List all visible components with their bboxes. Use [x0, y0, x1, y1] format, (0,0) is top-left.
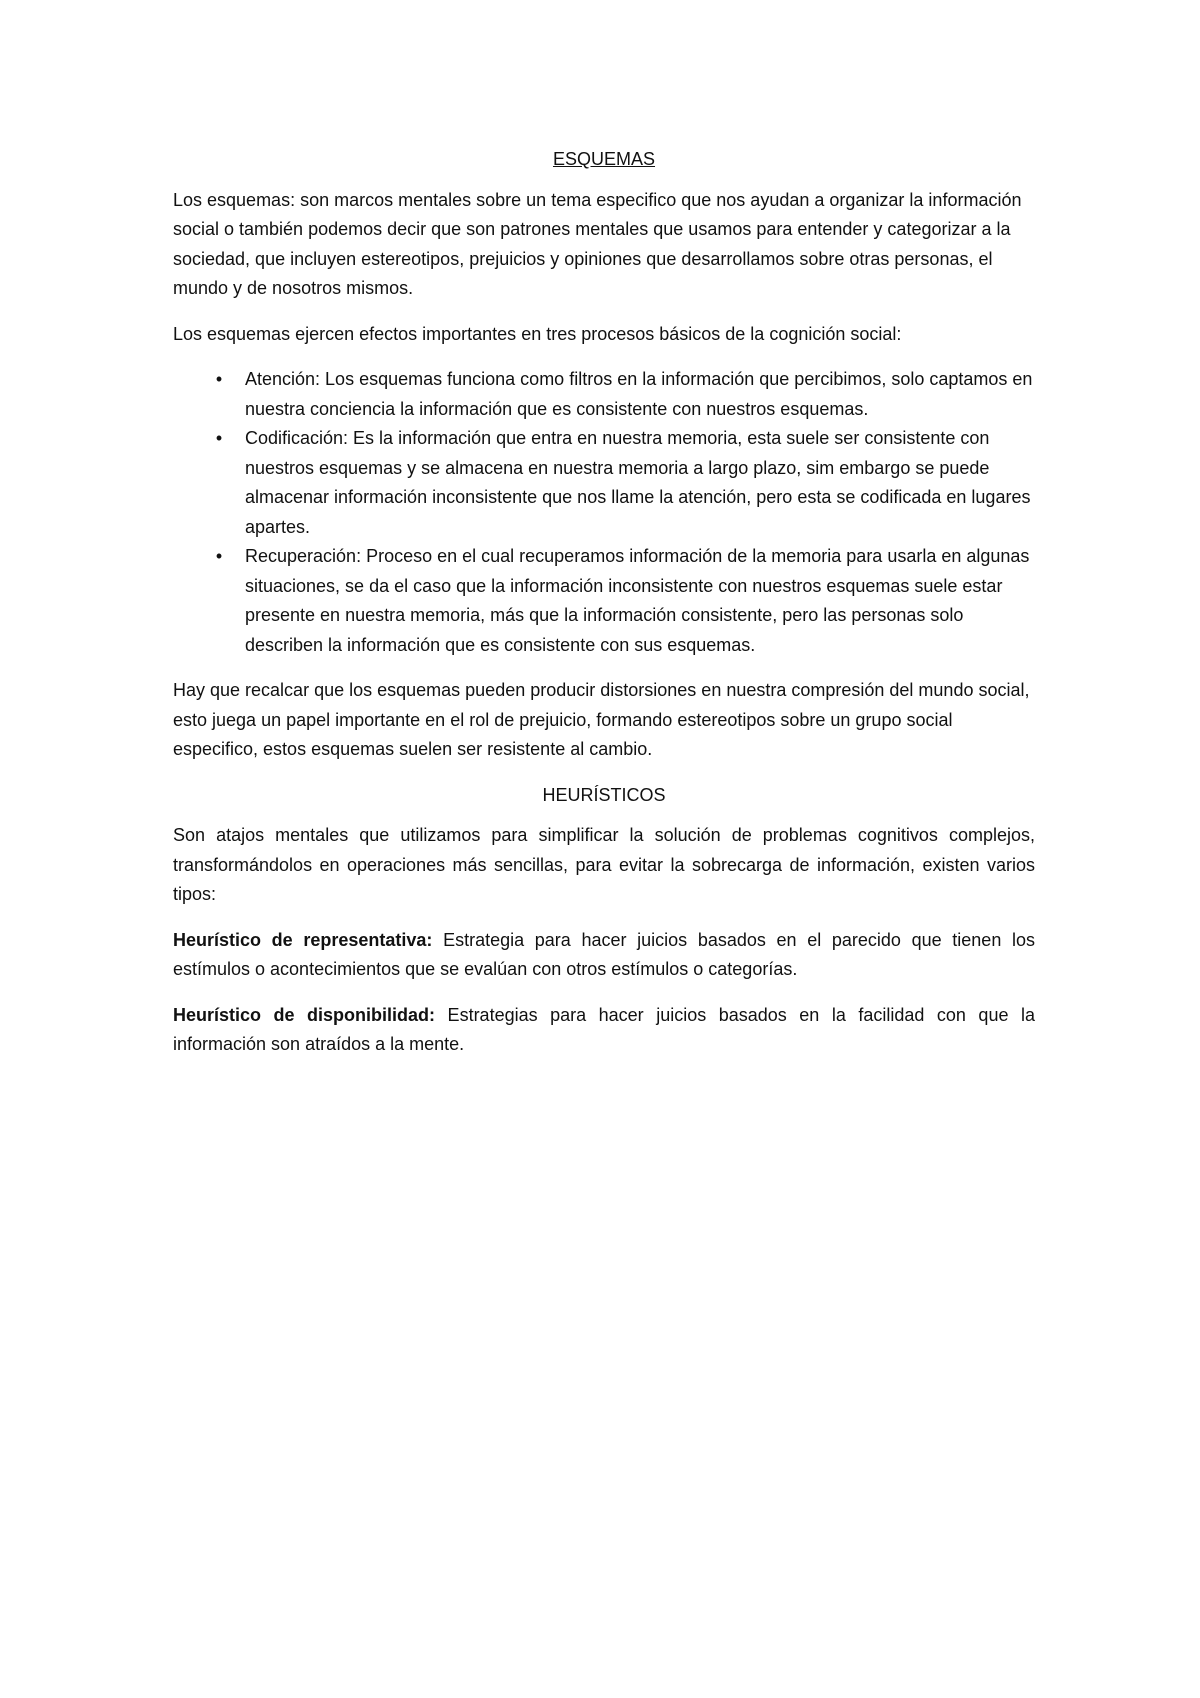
distortion-paragraph: Hay que recalcar que los esquemas pueden producir distorsiones en nuestra compresión del mundo social, esto juega un papel importante en el rol de prejuicio, formando estereotipos sobre un grupo social especifico, estos esquemas suelen ser resistente al cambio. — [173, 680, 1030, 759]
processes-intro-paragraph: Los esquemas ejercen efectos importantes en tres procesos básicos de la cognición social: — [173, 323, 902, 344]
heuristic-representativa-paragraph — [173, 926, 1035, 985]
bullet-icon: • — [215, 369, 223, 389]
list-item-text: Codificación: Es la información que entra en nuestra memoria, esta suele ser consistente con nuestros esquemas y se almacena en nuestra memoria a largo plazo, sim embargo se puede almacenar información inconsistente que nos llame la atención, pero esta se codificada en lugares apartes. — [245, 428, 1031, 537]
list-item — [173, 365, 1035, 424]
bullet-icon: • — [215, 428, 223, 448]
list-item-text: Recuperación: Proceso en el cual recuperamos información de la memoria para usarla en algunas situaciones, se da el caso que la información inconsistente con nuestros esquemas suele estar presente en nuestra memoria, más que la información consistente, pero las personas solo describen la información que es consistente con sus esquemas. — [245, 546, 1030, 655]
section-title-text: ESQUEMAS — [552, 149, 656, 169]
intro-paragraph: Los esquemas: son marcos mentales sobre un tema especifico que nos ayudan a organizar la información social o también podemos decir que son patrones mentales que usamos para entender y categorizar a la sociedad, que incluyen estereotipos, prejuicios y opiniones que desarrollamos sobre otras personas, el mundo y de nosotros mismos. — [173, 189, 1022, 298]
document-body — [173, 145, 1035, 1076]
heuristic-definition: Estrategia para hacer juicios basados en el parecido que tienen los estímulos o acontecimientos que se evalúan con otros estímulos o categorías. — [173, 929, 1035, 979]
section-title-esquemas — [173, 145, 1035, 175]
heuristic-term: Heurístico de disponibilidad: — [173, 1004, 436, 1025]
list-item-text: Atención: Los esquemas funciona como filtros en la información que percibimos, solo captamos en nuestra conciencia la información que es consistente con nuestros esquemas. — [245, 369, 1033, 419]
heuristic-term: Heurístico de representativa: — [173, 929, 433, 950]
heuristic-definition: Estrategias para hacer juicios basados en la facilidad con que la información son atraídos a la mente. — [173, 1004, 1035, 1054]
bullet-icon: • — [215, 546, 223, 566]
list-item — [173, 542, 1035, 660]
processes-bullet-list — [173, 365, 1035, 660]
section-title-heuristicos — [173, 781, 1035, 811]
heuristics-intro-paragraph: Son atajos mentales que utilizamos para simplificar la solución de problemas cognitivos complejos, transformándolos en operaciones más sencillas, para evitar la sobrecarga de información, existen varios tipos: — [173, 825, 1035, 904]
section-title-text: HEURÍSTICOS — [542, 784, 666, 805]
list-item — [173, 424, 1035, 542]
heuristic-disponibilidad-paragraph — [173, 1001, 1035, 1060]
